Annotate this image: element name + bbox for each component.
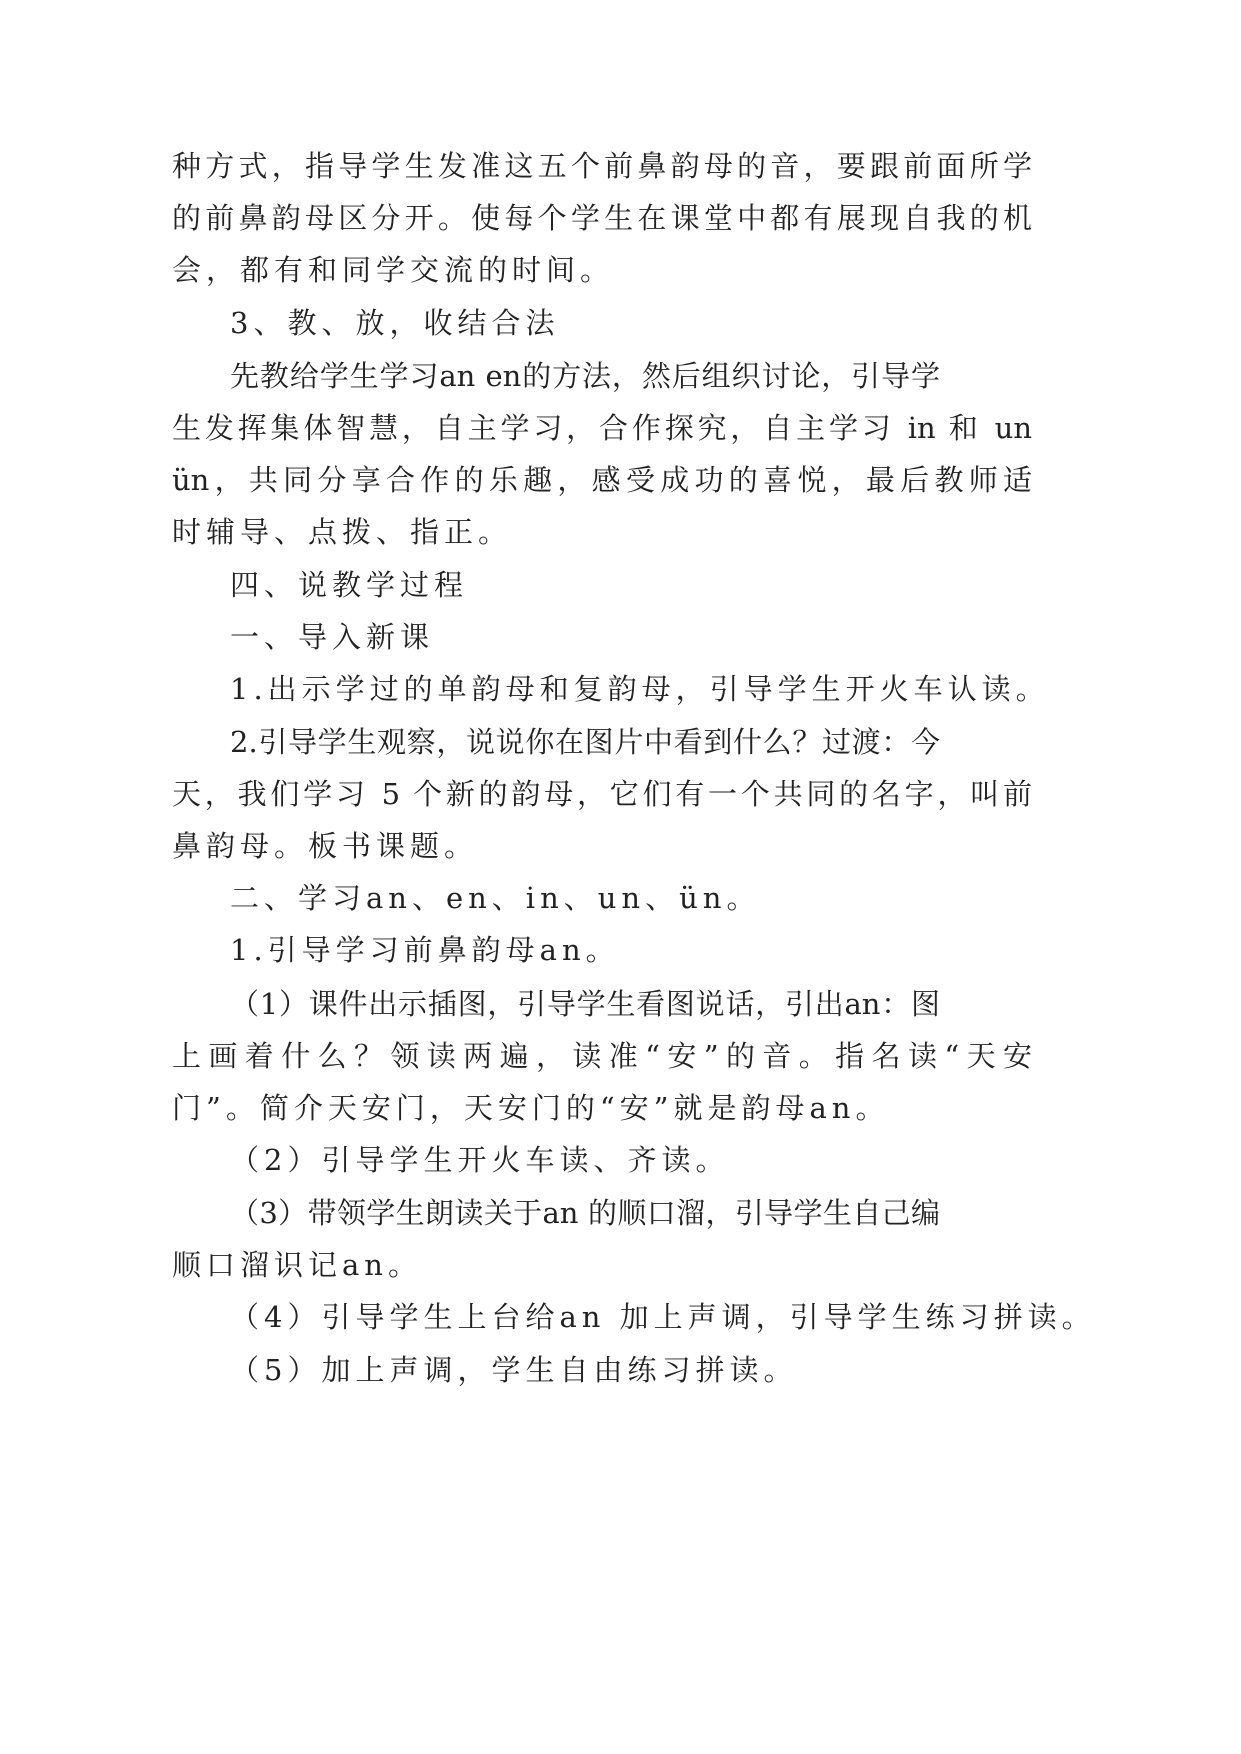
paragraph-line: 顺口溜识记an。 <box>172 1248 422 1282</box>
list-item: （1）课件出示插图，引导学生看图说话，引出an：图 <box>230 987 940 1021</box>
paragraph-line: 生发挥集体智慧，自主学习，合作探究，自主学习 in 和 un <box>172 411 1032 445</box>
list-item: （2）引导学生开火车读、齐读。 <box>230 1143 730 1177</box>
list-item: 2.引导学生观察，说说你在图片中看到什么？过渡：今 <box>230 725 940 759</box>
subsection-heading: 1.引导学习前鼻韵母an。 <box>230 933 620 967</box>
list-item: （4）引导学生上台给an 加上声调，引导学生练习拼读。 <box>230 1300 1096 1334</box>
section-heading: 3、教、放，收结合法 <box>230 306 560 340</box>
section-heading: 一、导入新课 <box>230 620 435 654</box>
paragraph-line: 鼻韵母。板书课题。 <box>172 829 479 863</box>
paragraph-line: 种方式，指导学生发准这五个前鼻韵母的音，要跟前面所学 <box>172 149 1032 183</box>
paragraph-line: 上画着什么？领读两遍，读准“安”的音。指名读“天安 <box>172 1039 1032 1073</box>
paragraph-line: ün，共同分享合作的乐趣，感受成功的喜悦，最后教师适 <box>172 463 1032 497</box>
paragraph-line: 先教给学生学习an en的方法，然后组织讨论，引导学 <box>230 359 940 393</box>
paragraph-line: 天，我们学习 5 个新的韵母，它们有一个共同的名字，叫前 <box>172 777 1032 811</box>
section-heading: 二、学习an、en、in、un、ün。 <box>230 881 761 915</box>
list-item: 1.出示学过的单韵母和复韵母，引导学生开火车认读。 <box>230 672 1050 706</box>
section-heading: 四、说教学过程 <box>230 568 469 602</box>
paragraph-line: 的前鼻韵母区分开。使每个学生在课堂中都有展现自我的机 <box>172 201 1032 235</box>
paragraph-line: 会，都有和同学交流的时间。 <box>172 253 615 287</box>
paragraph-line: 门”。简介天安门，天安门的“安”就是韵母an。 <box>172 1091 890 1125</box>
paragraph-line: 时辅导、点拨、指正。 <box>172 515 513 549</box>
list-item: （5）加上声调，学生自由练习拼读。 <box>230 1353 798 1387</box>
list-item: （3）带领学生朗读关于an 的顺口溜，引导学生自己编 <box>230 1196 940 1230</box>
